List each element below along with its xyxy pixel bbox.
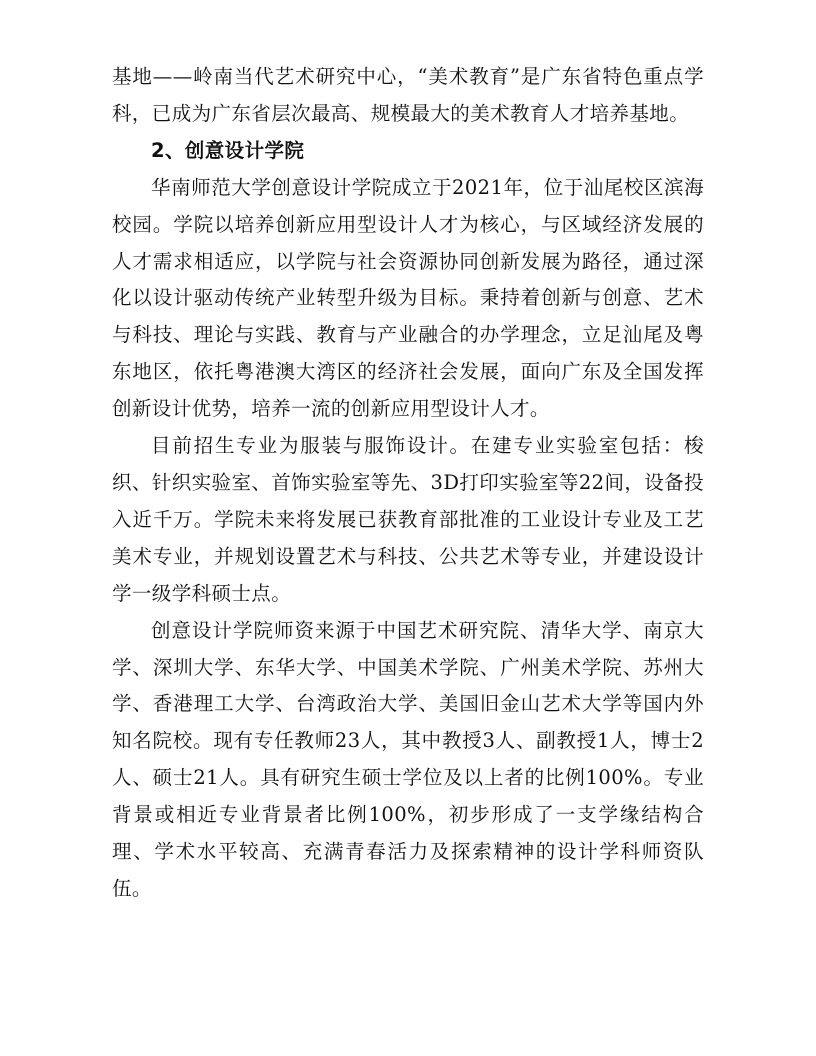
paragraph-continuation: 基地——岭南当代艺术研究中心，“美术教育”是广东省特色重点学科，已成为广东省层次最高、规模最大的美术教育人才培养基地。 bbox=[112, 65, 704, 125]
paragraph-faculty: 创意设计学院师资来源于中国艺术研究院、清华大学、南京大学、深圳大学、东华大学、中国美术学院、广州美术学院、苏州大学、香港理工大学、台湾政治大学、美国旧金山艺术大学等国内外知名院校。现有专任教师23人，其中教授3人、副教授1人，博士2人、硕士21人。具有研究生硕士学位及以上者的比例100%。专业背景或相近专业背景者比例100%，初步形成了一支学缘结构合理、学术水平较高、充满青春活力及探索精神的设计学科师资队伍。 bbox=[112, 618, 704, 900]
section-heading: 2、创意设计学院 bbox=[151, 138, 305, 162]
paragraph-college-intro: 华南师范大学创意设计学院成立于2021年，位于汕尾校区滨海校园。学院以培养创新应用型设计人才为核心，与区域经济发展的人才需求相适应，以学院与社会资源协同创新发展为路径，通过深化以设计驱动传统产业转型升级为目标。秉持着创新与创意、艺术与科技、理论与实践、教育与产业融合的办学理念，立足汕尾及粤东地区，依托粤港澳大湾区的经济社会发展，面向广东及全国发挥创新设计优势，培养一流的创新应用型设计人才。 bbox=[112, 175, 704, 421]
document-body bbox=[112, 59, 704, 908]
paragraph-majors-labs: 目前招生专业为服装与服饰设计。在建专业实验室包括：梭织、针织实验室、首饰实验室等先、3D打印实验室等22间，设备投入近千万。学院未来将发展已获教育部批准的工业设计专业及工艺美术专业，并规划设置艺术与科技、公共艺术等专业，并建设设计学一级学科硕士点。 bbox=[112, 434, 704, 605]
